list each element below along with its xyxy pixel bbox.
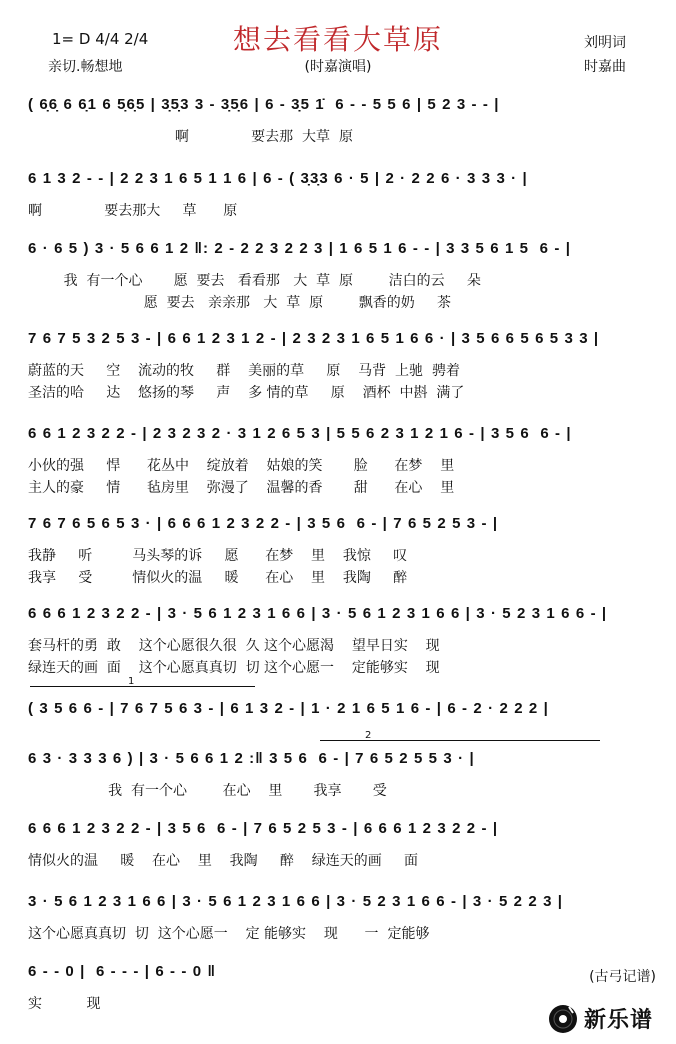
song-title: 想去看看大草原 [232, 23, 443, 56]
notation-line: 6 6 1 2 3 2 2 - | 2 3 2 3 2 · 3 1 2 6 5 3 | 5 5 6 2 3 1 2 1 6 - | 3 5 6 6 - | [28, 425, 572, 442]
lyric-line: 套马杆的勇 敢 这个心愿很久很 久 这个心愿渴 望早日实 现 [28, 638, 440, 654]
first-ending-bracket [30, 686, 255, 695]
notation-line: 6 6 6 1 2 3 2 2 - | 3 5 6 6 - | 7 6 5 2 5 3 - | 6 6 6 1 2 3 2 2 - | [28, 820, 499, 837]
notation-line: 6 3 · 3 3 3 6 ) | 3 · 5 6 6 1 2 :‖ 3 5 6 6 - | 7 6 5 2 5 5 3 · | [28, 750, 475, 767]
lyric-line: 这个心愿真真切 切 这个心愿一 定 能够实 现 一 定能够 [28, 926, 430, 942]
second-ending-bracket [320, 740, 600, 749]
vinyl-disc-icon [548, 1004, 578, 1034]
lyric-line: 我 有一个心 在心 里 我享 受 [28, 783, 387, 799]
logo-text: 新乐谱 [584, 1008, 654, 1033]
notation-line: ( 3 5 6 6 - | 7 6 7 5 6 3 - | 6 1 3 2 - | 1 · 2 1 6 5 1 6 - | 6 - 2 · 2 2 2 | [28, 700, 549, 717]
lyric-line: 绿连天的画 面 这个心愿真真切 切 这个心愿一 定能够实 现 [28, 660, 440, 676]
lyric-line: 我静 听 马头琴的诉 愿 在梦 里 我惊 叹 [28, 548, 408, 564]
time-signature-1: 4/4 [95, 30, 120, 48]
notation-line: ( 6̣6̣ 6 6̣1 6 5̣6̣5 | 3̣5̣3 3 - 3̣5̣6 | 6 - 3̣5 1̇ 6 - - 5 5 6 | 5 2 3 - - | [28, 96, 500, 113]
time-signature-2: 2/4 [124, 30, 149, 48]
lyric-line: 啊 要去那大 草 原 [28, 203, 238, 219]
lyric-line: 我享 受 情似火的温 暖 在心 里 我陶 醉 [28, 570, 408, 586]
lyric-line: 我 有一个心 愿 要去 看看那 大 草 原 洁白的云 朵 [28, 273, 481, 289]
notation-line: 7 6 7 5 3 2 5 3 - | 6 6 1 2 3 1 2 - | 2 3 2 3 1 6 5 1 6 6 · | 3 5 6 6 5 6 5 3 3 | [28, 330, 600, 347]
site-logo [548, 1003, 653, 1034]
first-ending-number: 1 [128, 676, 135, 687]
lyric-line: 蔚蓝的天 空 流动的牧 群 美丽的草 原 马背 上驰 骋着 [28, 363, 460, 379]
notation-line: 6 · 6 5 ) 3 · 5 6 6 1 2 ‖: 2 - 2 2 3 2 2 3 | 1 6 5 1 6 - - | 3 3 5 6 1 5 6 - | [28, 240, 572, 257]
notation-line: 3 · 5 6 1 2 3 1 6 6 | 3 · 5 6 1 2 3 1 6 6 | 3 · 5 2 3 1 6 6 - | 3 · 5 2 2 3 | [28, 893, 564, 910]
lyric-line: 情似火的温 暖 在心 里 我陶 醉 绿连天的画 面 [28, 853, 418, 869]
lyric-line: 实 现 [28, 996, 101, 1012]
lyric-line: 主人的豪 情 毡房里 弥漫了 温馨的香 甜 在心 里 [28, 480, 455, 496]
lyric-line: 啊 要去那 大草 原 [28, 129, 353, 145]
transcriber-credit: (古弓记谱) [589, 969, 656, 985]
key-signature [52, 30, 148, 48]
performer: (时嘉演唱) [304, 59, 372, 75]
lyric-line: 圣洁的哈 达 悠扬的琴 声 多 情的草 原 酒杯 中斟 满了 [28, 385, 465, 401]
second-ending-number: 2 [365, 730, 372, 741]
lyric-line: 小伙的强 悍 花丛中 绽放着 姑娘的笑 脸 在梦 里 [28, 458, 455, 474]
composer: 时嘉曲 [584, 59, 626, 75]
notation-line: 6 - - 0 | 6 - - - | 6 - - 0 ‖ [28, 963, 217, 980]
notation-line: 6 1 3 2 - - | 2 2 3 1 6 5 1 1 6 | 6 - ( 3̣3̣3 6 · 5 | 2 · 2 2 6 · 3 3 3 · | [28, 170, 528, 187]
lyricist: 刘明词 [584, 35, 626, 51]
notation-line: 7 6 7 6 5 6 5 3 · | 6 6 6 1 2 3 2 2 - | 3 5 6 6 - | 7 6 5 2 5 3 - | [28, 515, 499, 532]
tempo-mood: 亲切.畅想地 [48, 59, 123, 75]
lyric-line: 愿 要去 亲亲那 大 草 原 飘香的奶 茶 [28, 295, 451, 311]
key-label: 1= D [52, 30, 91, 48]
notation-line: 6 6 6 1 2 3 2 2 - | 3 · 5 6 1 2 3 1 6 6 | 3 · 5 6 1 2 3 1 6 6 | 3 · 5 2 3 1 6 6 - | [28, 605, 608, 622]
